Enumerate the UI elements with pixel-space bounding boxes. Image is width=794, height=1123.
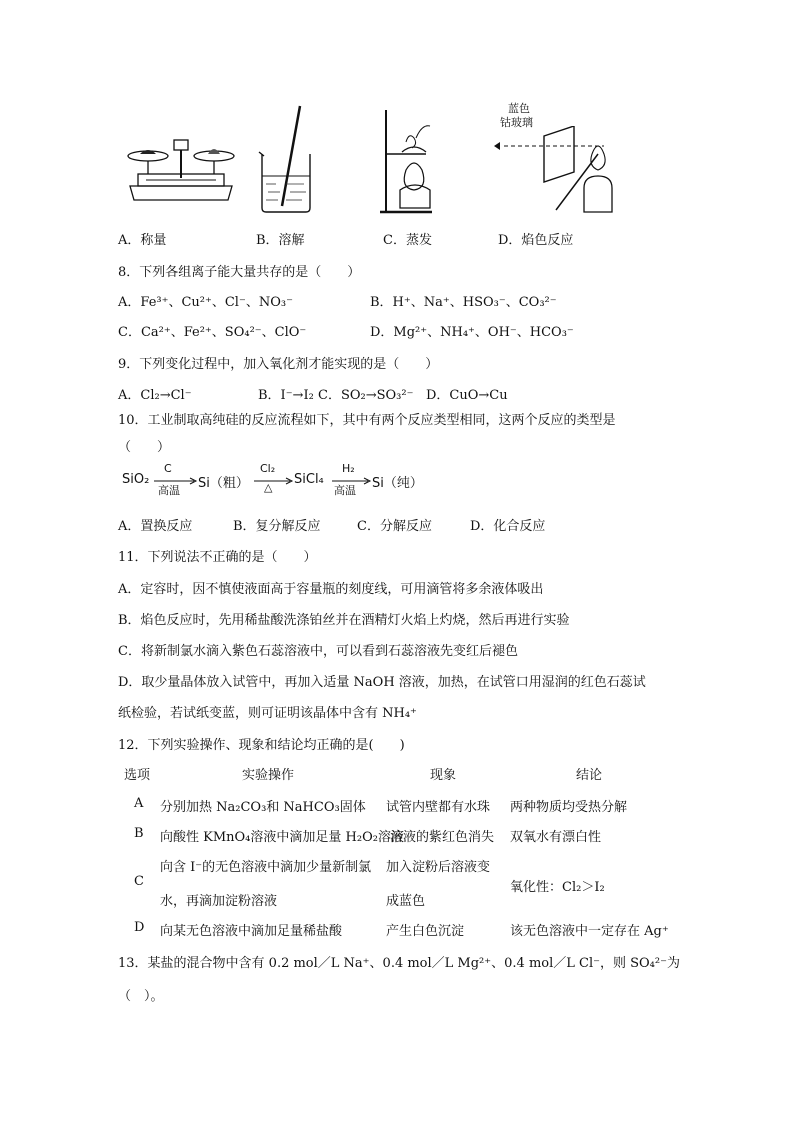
- row-operation: 向含 I⁻的无色溶液中滴加少量新制氯: [160, 860, 372, 875]
- q13-line1: 13．某盐的混合物中含有 0.2 mol／L Na⁺、0.4 mol／L Mg²⁺、0.4 mol／L Cl⁻，则 SO₄²⁻为: [118, 956, 680, 971]
- q7-option-b: B．溶解: [256, 233, 305, 248]
- row-conclusion: 两种物质均受热分解: [510, 800, 628, 815]
- q11-option-a: A．定容时，因不慎使液面高于容量瓶的刻度线，可用滴管将多余液体吸出: [118, 582, 544, 597]
- q8-option-b: B．H⁺、Na⁺、HSO₃⁻、CO₃²⁻: [370, 295, 557, 310]
- q10-option-a: A．置换反应: [118, 519, 193, 534]
- q13-line2: （ ）。: [118, 989, 164, 1004]
- q9-option-d: D．CuO→Cu: [426, 388, 508, 403]
- row-operation-line2: 水，再滴加淀粉溶液: [160, 894, 278, 909]
- q10-option-b: B．复分解反应: [233, 519, 321, 534]
- q10-paren: （ ）: [118, 440, 171, 455]
- row-option: A: [134, 796, 144, 811]
- flow-arrow-2: [254, 477, 294, 485]
- table-row: [118, 826, 678, 846]
- table-row: [118, 920, 678, 940]
- blue-glass-label-2: 钴玻璃: [500, 116, 533, 129]
- q9-option-c: C．SO₂→SO₃²⁻: [318, 388, 414, 403]
- row-operation: 分别加热 Na₂CO₃和 NaHCO₃固体: [160, 800, 366, 815]
- evaporation-figure: [376, 108, 436, 216]
- header-conclusion: 结论: [576, 768, 603, 783]
- table-row: [118, 796, 678, 816]
- row-phenomenon: 产生白色沉淀: [386, 924, 465, 939]
- table-row: [118, 856, 678, 910]
- q10-option-c: C．分解反应: [357, 519, 432, 534]
- q9-option-b: B．I⁻→I₂: [258, 388, 314, 403]
- flame-test-figure: [484, 126, 614, 218]
- q11-option-b: B．焰色反应时，先用稀盐酸洗涤铂丝并在酒精灯火焰上灼烧，然后再进行实验: [118, 613, 570, 628]
- row-operation: 向酸性 KMnO₄溶液中滴加足量 H₂O₂溶液: [160, 830, 404, 845]
- row-phenomenon: 加入淀粉后溶液变: [386, 860, 491, 875]
- table-header: [118, 764, 678, 784]
- q12-stem: 12．下列实验操作、现象和结论均正确的是( ): [118, 738, 405, 753]
- flow-arrow3-bottom: 高温: [334, 484, 356, 497]
- row-option: C: [134, 874, 144, 889]
- balance-figure: [126, 134, 236, 214]
- q8-option-c: C．Ca²⁺、Fe²⁺、SO₄²⁻、ClO⁻: [118, 325, 307, 340]
- q9-stem: 9．下列变化过程中，加入氧化剂才能实现的是（ ）: [118, 357, 439, 372]
- q10-stem: 10．工业制取高纯硅的反应流程如下，其中有两个反应类型相同，这两个反应的类型是: [118, 413, 616, 428]
- header-option: 选项: [124, 768, 151, 783]
- q8-stem: 8．下列各组离子能大量共存的是（ ）: [118, 265, 361, 280]
- flow-mid1: Si（粗）: [198, 476, 249, 491]
- row-phenomenon: 试管内壁都有水珠: [386, 800, 491, 815]
- q7-option-a: A．称量: [118, 233, 167, 248]
- row-operation: 向某无色溶液中滴加足量稀盐酸: [160, 924, 343, 939]
- row-conclusion: 该无色溶液中一定存在 Ag⁺: [510, 924, 669, 939]
- q9-option-a: A．Cl₂→Cl⁻: [118, 388, 192, 403]
- q11-option-d-line2: 纸检验，若试纸变蓝，则可证明该晶体中含有 NH₄⁺: [118, 706, 417, 721]
- q10-option-d: D．化合反应: [470, 519, 546, 534]
- q11-option-c: C．将新制氯水滴入紫色石蕊溶液中，可以看到石蕊溶液先变红后褪色: [118, 644, 518, 659]
- flow-end: Si（纯）: [372, 476, 423, 491]
- flow-arrow1-bottom: 高温: [158, 484, 180, 497]
- row-option: B: [134, 826, 144, 841]
- blue-glass-label-1: 蓝色: [508, 102, 530, 115]
- q8-option-d: D．Mg²⁺、NH₄⁺、OH⁻、HCO₃⁻: [370, 325, 574, 340]
- apparatus-figures: [118, 100, 598, 220]
- row-option: D: [134, 920, 145, 935]
- header-operation: 实验操作: [242, 768, 295, 783]
- q8-option-a: A．Fe³⁺、Cu²⁺、Cl⁻、NO₃⁻: [118, 295, 293, 310]
- row-conclusion: 氧化性：Cl₂＞I₂: [510, 880, 605, 895]
- header-phenomenon: 现象: [430, 768, 457, 783]
- flow-arrow2-bottom: △: [264, 481, 273, 494]
- q10-flow: [118, 462, 578, 498]
- q11-option-d-line1: D．取少量晶体放入试管中，再加入适量 NaOH 溶液，加热，在试管口用湿润的红色石蕊试: [118, 675, 646, 690]
- row-phenomenon-line2: 成蓝色: [386, 894, 426, 909]
- row-phenomenon: 溶液的紫红色消失: [390, 830, 495, 845]
- flow-arrow3-top: H₂: [342, 462, 355, 475]
- q7-option-c: C．蒸发: [383, 233, 432, 248]
- flow-arrow1-top: C: [164, 462, 172, 475]
- flow-arrow2-top: Cl₂: [260, 462, 276, 475]
- row-conclusion: 双氧水有漂白性: [510, 830, 602, 845]
- beaker-figure: [256, 104, 316, 216]
- flow-start: SiO₂: [122, 472, 150, 487]
- q7-option-d: D．焰色反应: [498, 233, 574, 248]
- flow-mid2: SiCl₄: [294, 472, 324, 487]
- q11-stem: 11．下列说法不正确的是（ ）: [118, 550, 317, 565]
